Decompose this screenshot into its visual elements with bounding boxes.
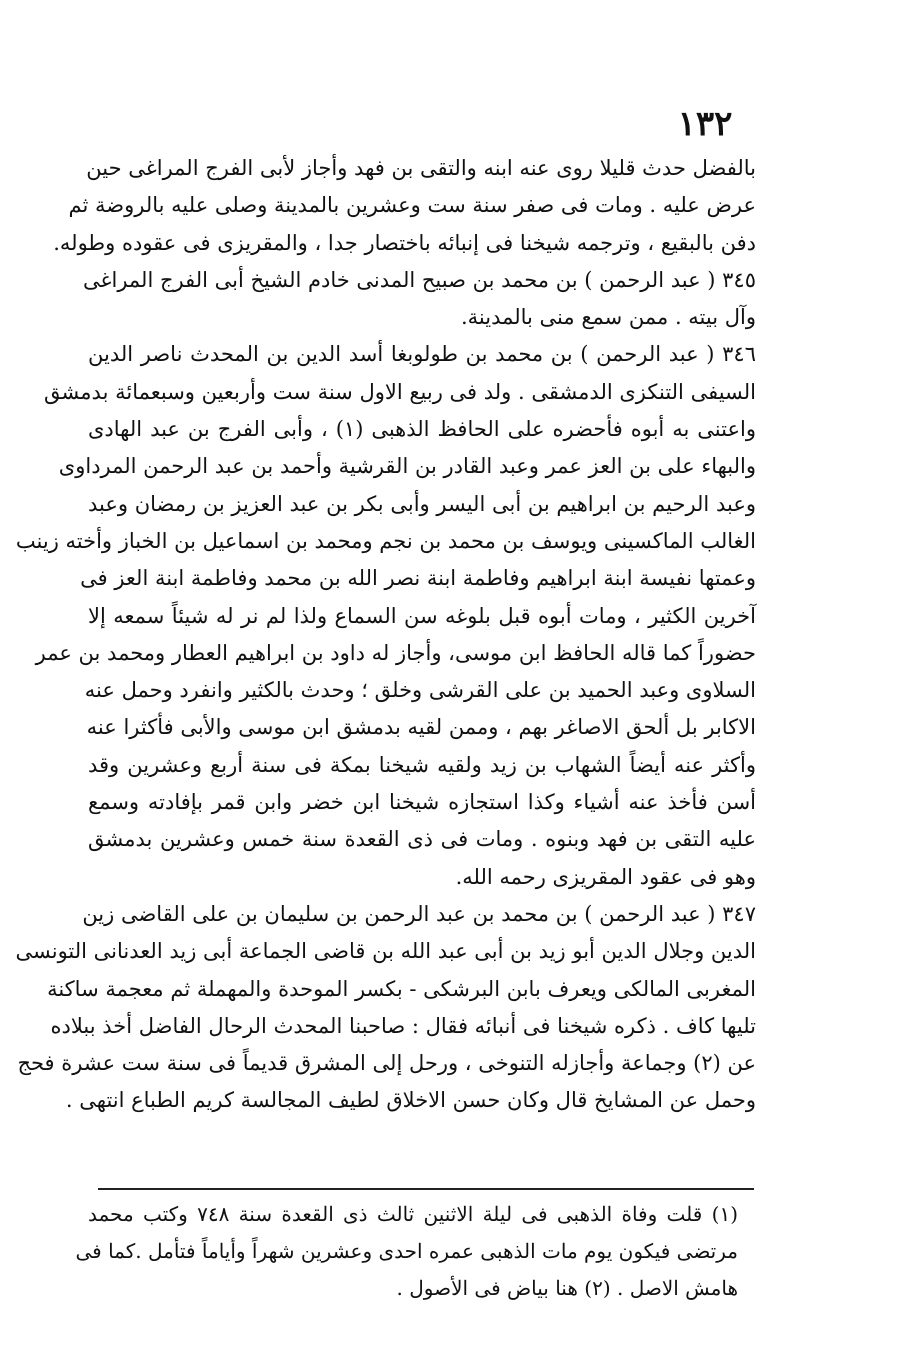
entry-347-line: ٣٤٧ ( عبد الرحمن ) بن محمد بن عبد الرحمن بن سليمان بن على القاضى زين [82,901,756,926]
text-line: عن (٢) وجماعة وأجازله التنوخى ، ورحل إلى المشرق قديماً فى سنة ست عشرة فحج [17,1051,756,1076]
text-line: وعبد الرحيم بن ابراهيم بن أبى اليسر وأبى بكر بن عبد العزيز بن رمضان وعبد [88,491,756,516]
text-line: وآل بيته . ممن سمع منى بالمدينة. [460,305,756,330]
footnote-line: (١) قلت وفاة الذهبى فى ليلة الاثنين ثالث ذى القعدة سنة ٧٤٨ وكتب محمد [88,1202,738,1226]
text-line: وحمل عن المشايخ قال وكان حسن الاخلاق لطيف المجالسة كريم الطباع انتهى . [65,1088,756,1113]
text-line: عليه التقى بن فهد وبنوه . ومات فى ذى القعدة سنة خمس وعشرين بدمشق [88,827,756,852]
text-line: آخرين الكثير ، ومات أبوه قبل بلوغه سن السماع ولذا لم نر له شيئاً سمعه إلا [88,603,756,628]
text-line: دفن بالبقيع ، وترجمه شيخنا فى إنبائه باختصار جدا ، والمقريزى فى عقوده وطوله. [53,230,756,255]
text-line: تليها كاف . ذكره شيخنا فى أنبائه فقال : صاحبنا المحدث الرحال الفاضل أخذ ببلاده [50,1013,756,1038]
footnote-divider [98,1188,754,1190]
text-line: أسن فأخذ عنه أشياء وكذا استجازه شيخنا ابن خضر وابن قمر بإفادته وسمع [88,790,756,815]
text-line: الدين وجلال الدين أبو زيد بن أبى عبد الله بن قاضى الجماعة أبى زيد العدنانى التونسى [15,939,756,964]
text-line: حضوراً كما قاله الحافظ ابن موسى، وأجاز له داود بن ابراهيم العطار ومحمد بن عمر [35,640,756,665]
text-line: وعمتها نفيسة ابنة ابراهيم وفاطمة ابنة نصر الله بن محمد وفاطمة ابنة العز فى [80,566,756,591]
text-line: واعتنى به أبوه فأحضره على الحافظ الذهبى (١) ، وأبى الفرج بن عبد الهادى [88,417,756,442]
text-line: بالفضل حدث قليلا روى عنه ابنه والتقى بن فهد وأجاز لأبى الفرج المراغى حين [86,156,756,180]
main-text [15,150,756,1120]
text-line: وهو فى عقود المقريزى رحمه الله. [455,864,756,889]
text-line: الاكابر بل ألحق الاصاغر بهم ، وممن لقيه بدمشق ابن موسى والأبى فأكثرا عنه [86,715,756,740]
text-line: الغالب الماكسينى ويوسف بن محمد بن نجم ومحمد بن اسماعيل بن الخباز وأخته زينب [15,528,756,553]
text-line: وأكثر عنه أيضاً الشهاب بن زيد ولقيه شيخنا بمكة فى سنة أربع وعشرين وقد [88,752,756,777]
text-line: السلاوى وعبد الحميد بن على القرشى وخلق ؛ وحدث بالكثير وانفرد وحمل عنه [84,678,756,703]
text-line: عرض عليه . ومات فى صفر سنة ست وعشرين بالمدينة وصلى عليه بالروضة ثم [68,193,756,218]
page-number: ١٣٢ [677,104,733,144]
entry-345-line: ٣٤٥ ( عبد الرحمن ) بن محمد بن صبيح المدنى خادم الشيخ أبى الفرج المراغى [83,267,756,292]
text-line: والبهاء على بن العز عمر وعبد القادر بن القرشية وأحمد بن عبد الرحمن المرداوى [58,454,756,479]
footnote-line: مرتضى فيكون يوم مات الذهبى عمره احدى وعشرين شهراً وأياماً فتأمل .كما فى [75,1239,738,1263]
footnotes [75,1196,738,1307]
entry-346-line: ٣٤٦ ( عبد الرحمن ) بن محمد بن طولوبغا أسد الدين بن المحدث ناصر الدين [88,342,756,367]
text-line: المغربى المالكى ويعرف بابن البرشكى - بكسر الموحدة والمهملة ثم معجمة ساكنة [47,976,756,1001]
text-line: السيفى التنكزى الدمشقى . ولد فى ربيع الاول سنة ست وأربعين وسبعمائة بدمشق [44,379,756,404]
footnote-line: هامش الاصل . (٢) هنا بياض فى الأصول . [396,1276,738,1300]
